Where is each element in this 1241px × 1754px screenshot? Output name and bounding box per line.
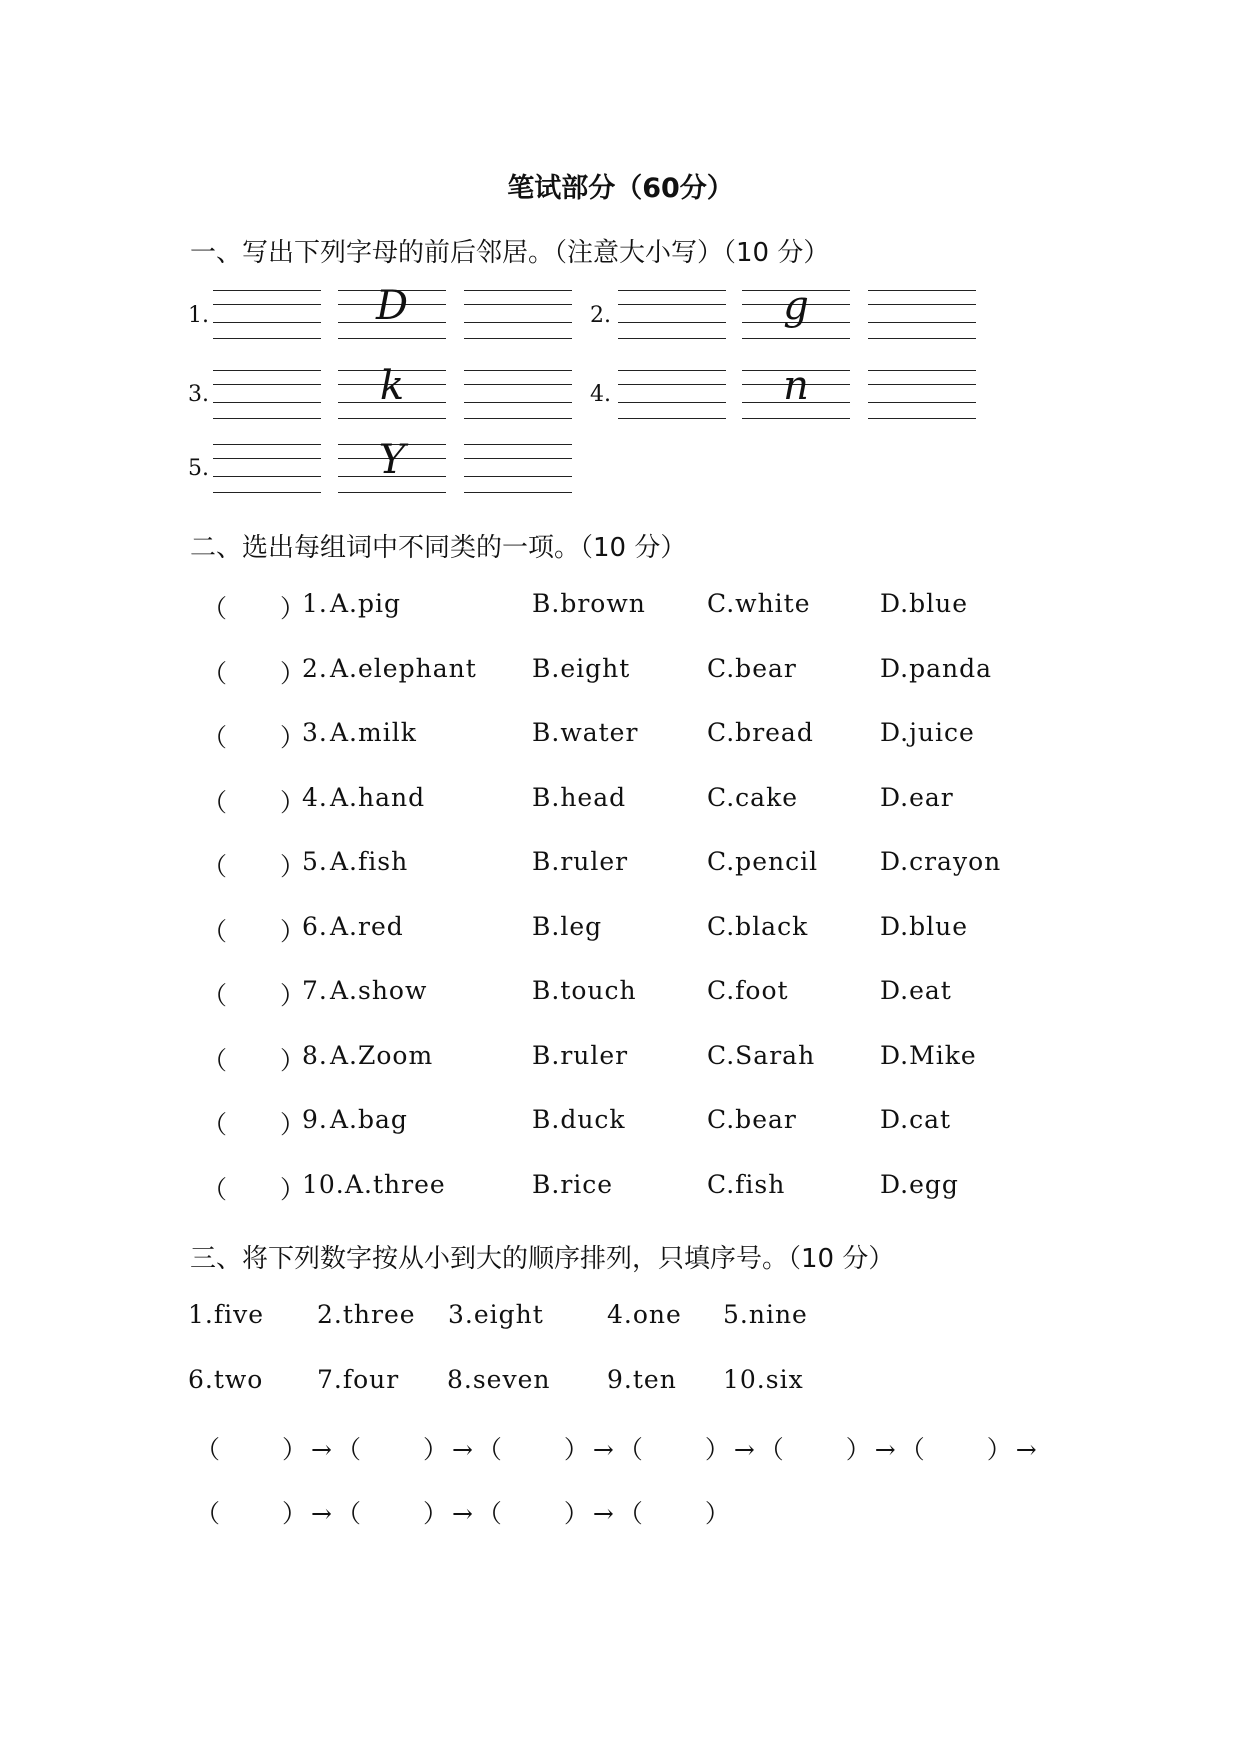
item-number: 5. bbox=[188, 456, 209, 481]
answer-blank[interactable]: （ ） bbox=[202, 723, 307, 752]
option-c: C.bear bbox=[707, 1105, 797, 1134]
question-number: 7. bbox=[302, 976, 328, 1005]
option-a: A.show bbox=[330, 976, 428, 1005]
option-c: C.white bbox=[707, 589, 811, 618]
answer-writing-lines[interactable] bbox=[213, 290, 321, 344]
given-letter-cell bbox=[338, 283, 446, 344]
option-c: C.Sarah bbox=[707, 1040, 816, 1070]
option-a: A.three bbox=[345, 1169, 446, 1199]
option-b: B.leg bbox=[532, 911, 603, 941]
question-number: 9. bbox=[302, 1105, 328, 1134]
answer-blank[interactable]: （ ） bbox=[202, 787, 307, 817]
question-number: 1. bbox=[302, 589, 328, 618]
question-number: 3. bbox=[302, 718, 328, 747]
answer-blank[interactable]: （ ） bbox=[202, 852, 307, 881]
answer-writing-lines[interactable] bbox=[618, 370, 726, 424]
option-d: D.Mike bbox=[880, 1040, 977, 1070]
answer-writing-lines[interactable] bbox=[213, 444, 321, 498]
question-number: 10. bbox=[302, 1169, 345, 1199]
answer-blank[interactable]: （ ） bbox=[202, 1045, 307, 1075]
option-b: B.touch bbox=[532, 976, 637, 1005]
option-c: C.bread bbox=[707, 718, 814, 747]
option-d: D.panda bbox=[880, 653, 993, 683]
option-d: D.egg bbox=[880, 1169, 959, 1199]
answer-blank[interactable]: （ ） bbox=[202, 916, 307, 946]
number-word: 1.five bbox=[188, 1300, 265, 1329]
option-b: B.rice bbox=[532, 1169, 614, 1199]
given-letter: g bbox=[783, 283, 809, 329]
answer-blank[interactable]: （ ） bbox=[202, 1174, 307, 1204]
option-d: D.ear bbox=[880, 782, 954, 812]
item-number: 1. bbox=[188, 303, 209, 328]
answer-writing-lines[interactable] bbox=[464, 370, 572, 424]
given-letter-cell bbox=[338, 363, 446, 424]
section3-heading: 三、将下列数字按从小到大的顺序排列，只填序号。（10 分） bbox=[190, 1244, 895, 1274]
answer-blank[interactable]: （ ） bbox=[202, 658, 307, 688]
answer-writing-lines[interactable] bbox=[213, 370, 321, 424]
given-letter-cell bbox=[742, 363, 850, 424]
given-letter-cell bbox=[338, 437, 446, 498]
number-word: 5.nine bbox=[723, 1300, 808, 1329]
question-number: 8. bbox=[302, 1040, 328, 1070]
answer-blank[interactable]: （ ） bbox=[202, 981, 307, 1010]
option-d: D.cat bbox=[880, 1105, 952, 1134]
order-answer-blanks[interactable]: （ ）→（ ）→（ ）→（ ）→（ ）→（ ）→ bbox=[195, 1435, 1041, 1464]
number-word: 10.six bbox=[723, 1365, 804, 1394]
option-b: B.ruler bbox=[532, 847, 629, 876]
option-c: C.fish bbox=[707, 1169, 786, 1199]
question-number: 5. bbox=[302, 847, 328, 876]
option-d: D.blue bbox=[880, 589, 968, 618]
number-word: 6.two bbox=[188, 1365, 264, 1394]
option-d: D.blue bbox=[880, 911, 968, 941]
given-letter: n bbox=[783, 363, 809, 409]
question-number: 4. bbox=[302, 782, 328, 812]
number-word: 9.ten bbox=[607, 1365, 677, 1394]
answer-writing-lines[interactable] bbox=[464, 290, 572, 344]
given-letter: k bbox=[379, 363, 405, 409]
item-number: 4. bbox=[590, 382, 611, 407]
option-d: D.crayon bbox=[880, 847, 1002, 876]
number-word: 7.four bbox=[317, 1365, 400, 1394]
question-number: 6. bbox=[302, 911, 328, 941]
page-title: 笔试部分（60分） bbox=[507, 173, 734, 204]
answer-writing-lines[interactable] bbox=[868, 290, 976, 344]
number-word: 3.eight bbox=[448, 1300, 544, 1329]
option-b: B.eight bbox=[532, 653, 631, 683]
option-b: B.brown bbox=[532, 589, 646, 618]
answer-writing-lines[interactable] bbox=[868, 370, 976, 424]
option-c: C.foot bbox=[707, 976, 789, 1005]
answer-writing-lines[interactable] bbox=[464, 444, 572, 498]
option-b: B.ruler bbox=[532, 1040, 629, 1070]
option-c: C.black bbox=[707, 911, 809, 941]
option-b: B.head bbox=[532, 782, 627, 812]
option-b: B.duck bbox=[532, 1105, 626, 1134]
section1-heading: 一、写出下列字母的前后邻居。（注意大小写）（10 分） bbox=[190, 238, 830, 268]
answer-blank[interactable]: （ ） bbox=[202, 594, 307, 623]
option-a: A.fish bbox=[330, 847, 409, 876]
item-number: 3. bbox=[188, 382, 209, 407]
option-a: A.bag bbox=[330, 1105, 408, 1134]
option-b: B.water bbox=[532, 718, 639, 747]
option-a: A.Zoom bbox=[330, 1040, 434, 1070]
option-c: C.pencil bbox=[707, 847, 819, 876]
question-number: 2. bbox=[302, 653, 328, 683]
option-c: C.bear bbox=[707, 653, 797, 683]
option-d: D.juice bbox=[880, 718, 975, 747]
number-word: 4.one bbox=[607, 1300, 682, 1329]
number-word: 8.seven bbox=[447, 1365, 551, 1394]
order-answer-blanks[interactable]: （ ）→（ ）→（ ）→（ ） bbox=[195, 1499, 734, 1528]
answer-blank[interactable]: （ ） bbox=[202, 1110, 307, 1139]
given-letter: D bbox=[375, 283, 409, 329]
number-word: 2.three bbox=[317, 1300, 416, 1329]
option-a: A.milk bbox=[330, 718, 417, 747]
given-letter: Y bbox=[378, 437, 406, 483]
item-number: 2. bbox=[590, 303, 611, 328]
section2-heading: 二、选出每组词中不同类的一项。（10 分） bbox=[190, 533, 687, 563]
option-a: A.red bbox=[330, 911, 404, 941]
option-a: A.elephant bbox=[330, 653, 477, 683]
given-letter-cell bbox=[742, 283, 850, 344]
option-a: A.pig bbox=[330, 589, 402, 618]
option-d: D.eat bbox=[880, 976, 952, 1005]
option-a: A.hand bbox=[330, 782, 426, 812]
option-c: C.cake bbox=[707, 782, 799, 812]
answer-writing-lines[interactable] bbox=[618, 290, 726, 344]
